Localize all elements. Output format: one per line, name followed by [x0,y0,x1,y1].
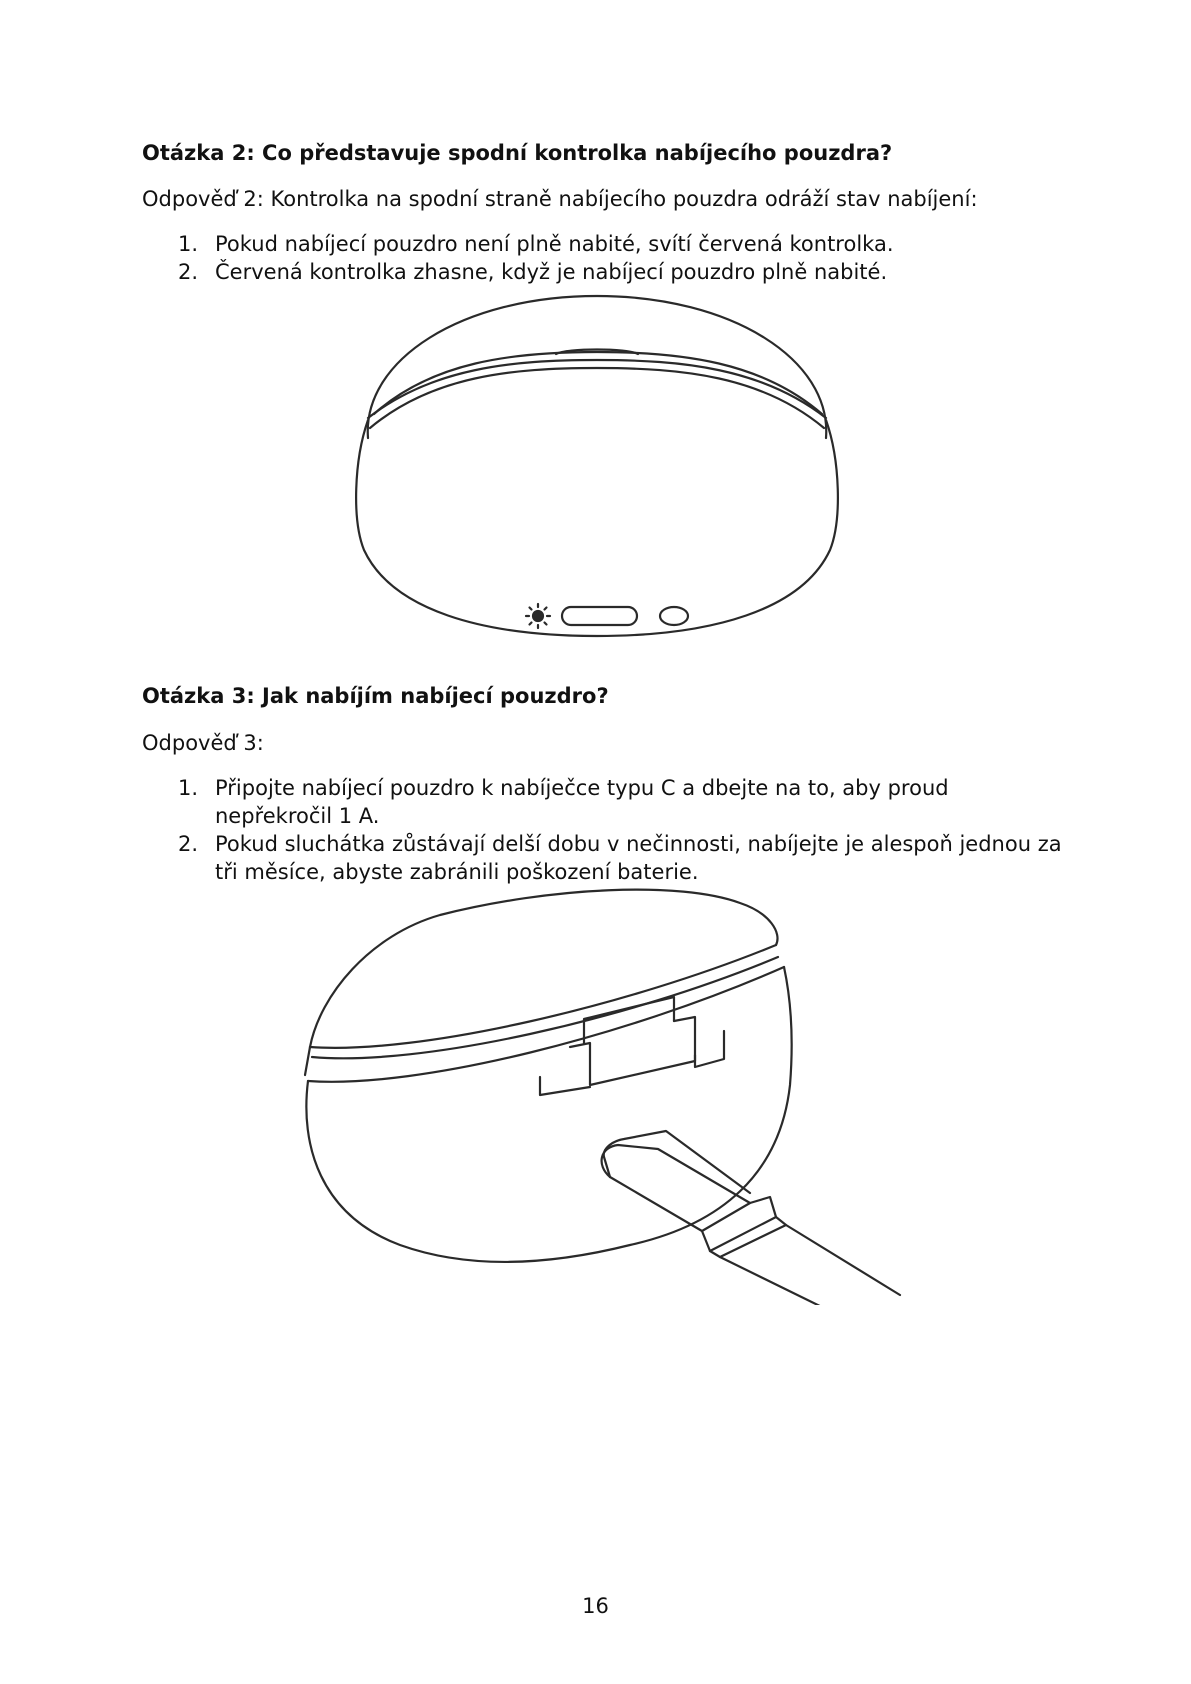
list-item-number: 1. [178,232,199,256]
lid-seam-line [310,945,776,1048]
case-body-outline [356,420,838,636]
list-item-text: Červená kontrolka zhasne, když je nabíjecí pouzdro plně nabité. [215,260,888,284]
list-item [142,230,1072,258]
list-item [142,830,1072,886]
list-item-number: 2. [178,260,199,284]
indicator-light-icon [526,604,550,628]
list-item-number: 1. [178,776,199,800]
port-recess [540,1077,590,1095]
lid-seam-line [312,957,778,1058]
list-item-text: Pokud sluchátka zůstávají delší dobu v nečinnosti, nabíjejte je alespoň jednou za tři měsíce, abyste zabránili poškození baterie. [215,832,1062,884]
usb-c-plug [602,1145,750,1231]
usb-cable [786,1225,900,1295]
reset-button [660,607,688,625]
usb-cable [720,1257,830,1305]
lid-seam-line [305,1047,310,1075]
list-item-number: 2. [178,832,199,856]
charging-case-cable-illustration [300,885,940,1305]
answer-2-text: Odpověď 2: Kontrolka na spodní straně nabíjecího pouzdra odráží stav nabíjení: [142,187,978,211]
usb-c-plug-collar [710,1217,786,1257]
case-body-outline [306,967,791,1262]
lid-seam-line [308,967,784,1082]
answer-2-steps [142,230,1072,286]
list-item-text: Pokud nabíjecí pouzdro není plně nabité, svítí červená kontrolka. [215,232,894,256]
port-recess [695,1031,724,1067]
usb-c-port [562,607,637,625]
list-item [142,774,1072,830]
question-2-heading: Otázka 2: Co představuje spodní kontrolka nabíjecího pouzdra? [142,141,893,165]
lid-seam-line [374,352,822,414]
answer-3-steps [142,774,1072,886]
page-number: 16 [582,1594,609,1618]
charging-case-front-illustration [352,290,842,650]
list-item-text: Připojte nabíjecí pouzdro k nabíječce typu C a dbejte na to, aby proud nepřekročil 1 A. [215,776,949,828]
lid-seam-line [370,368,824,428]
usb-c-plug [604,1131,750,1193]
port-recess [570,1017,695,1085]
question-3-heading: Otázka 3: Jak nabíjím nabíjecí pouzdro? [142,684,609,708]
list-item [142,258,1072,286]
answer-3-text: Odpověď 3: [142,731,264,755]
case-lid-outline [310,890,778,1047]
